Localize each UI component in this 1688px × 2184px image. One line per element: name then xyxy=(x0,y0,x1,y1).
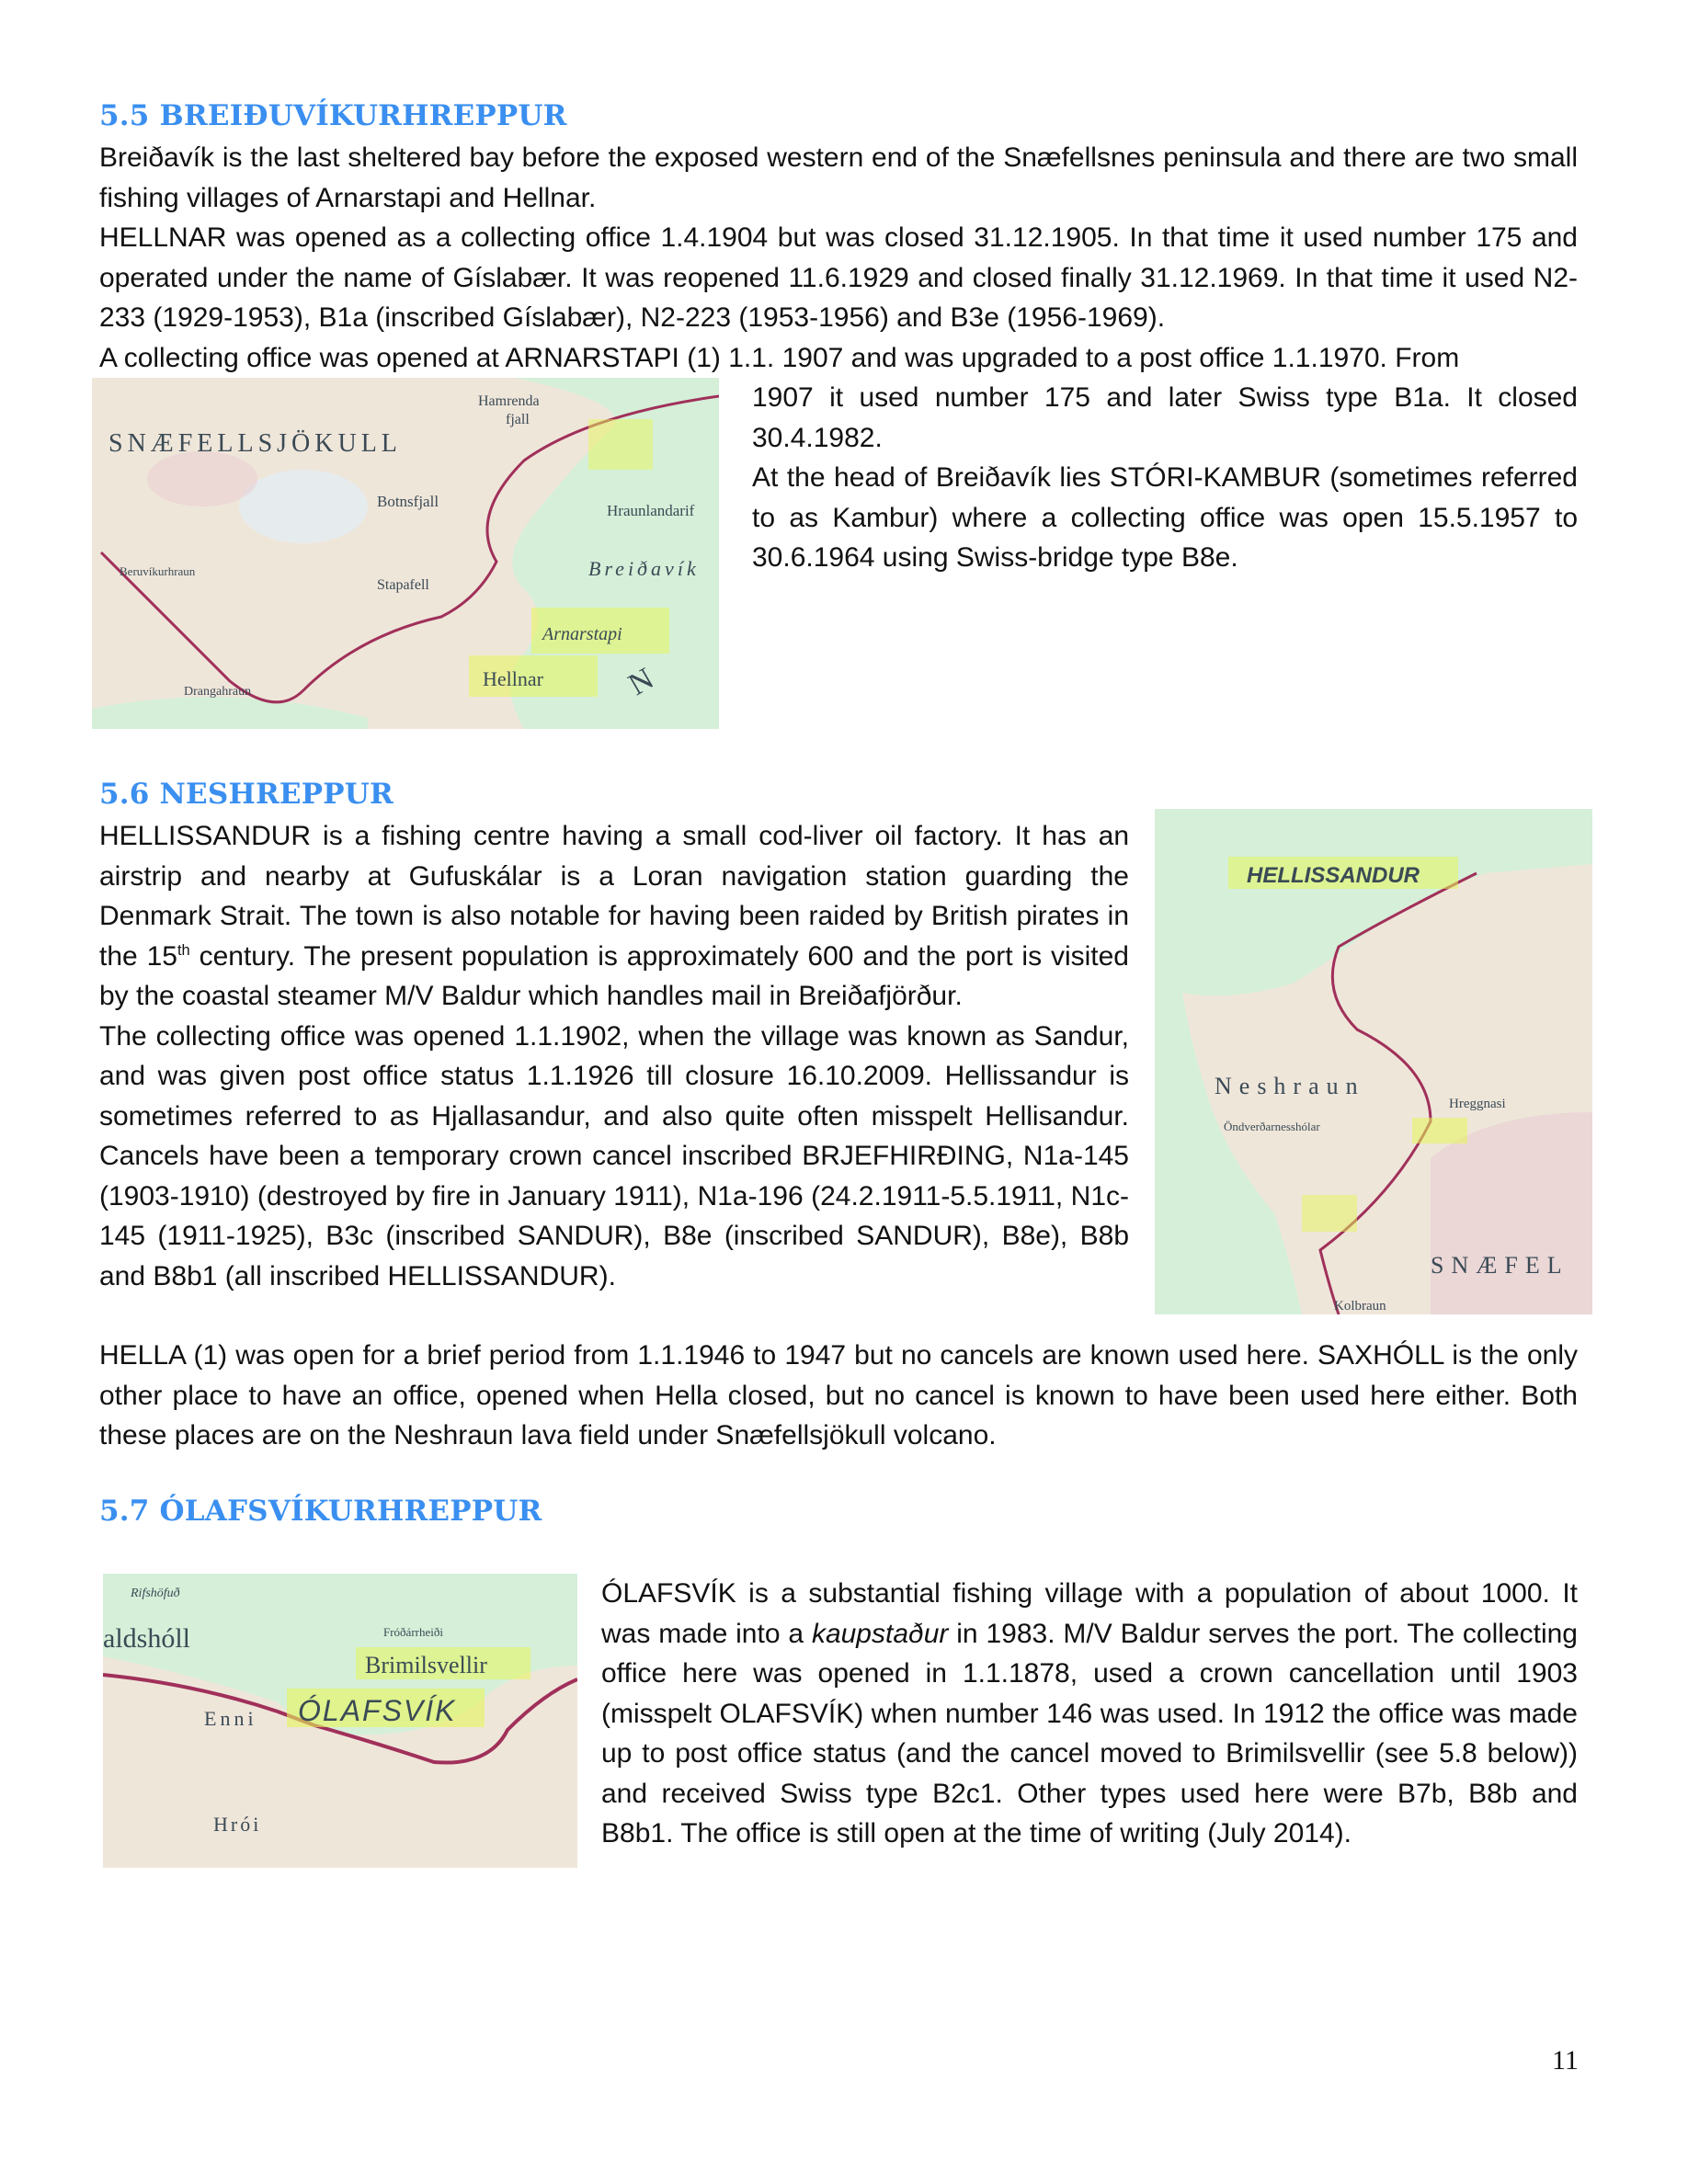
map-olafsvik xyxy=(103,1574,577,1868)
svg-text:Neshraun: Neshraun xyxy=(1215,1073,1365,1099)
map-image xyxy=(92,378,719,729)
map-image xyxy=(1155,809,1592,1314)
svg-text:N: N xyxy=(622,661,660,703)
section-heading-5-7: 5.7 ÓLAFSVÍKURHREPPUR xyxy=(99,1495,542,1528)
paragraph: A collecting office was opened at ARNARSTAPI (1) 1.1. 1907 and was upgraded to a post office 1.1.1970. From xyxy=(99,342,1460,373)
svg-text:Enni: Enni xyxy=(204,1707,257,1730)
svg-text:Arnarstapi: Arnarstapi xyxy=(542,624,622,644)
section-5-7-body xyxy=(601,1574,1578,1854)
svg-text:Hamrenda: Hamrenda xyxy=(478,393,540,409)
map-hellissandur xyxy=(1155,809,1592,1314)
section-5-5-side-text xyxy=(752,378,1578,578)
svg-text:Botnsfjall: Botnsfjall xyxy=(377,493,439,510)
paragraph: 1907 it used number 175 and later Swiss type B1a. It closed 30.4.1982. xyxy=(752,382,1578,453)
page-number: 11 xyxy=(1552,2045,1579,2076)
svg-text:fjall: fjall xyxy=(506,412,530,427)
svg-text:Hrói: Hrói xyxy=(213,1813,262,1836)
svg-text:Öndverðarnesshólar: Öndverðarnesshólar xyxy=(1224,1120,1320,1133)
svg-text:ÓLAFSVÍK: ÓLAFSVÍK xyxy=(298,1694,457,1727)
section-5-5-body xyxy=(99,138,1578,378)
svg-text:aldshóll: aldshóll xyxy=(103,1623,190,1654)
section-5-6-body xyxy=(99,816,1129,1296)
svg-text:Breiðavík: Breiðavík xyxy=(588,557,700,580)
paragraph: Breiðavík is the last sheltered bay before the exposed western end of the Snæfellsnes peninsula and there are two small fishing villages of Arnarstapi and Hellnar. xyxy=(99,142,1578,213)
svg-text:Rifshöfuð: Rifshöfuð xyxy=(131,1587,180,1600)
svg-text:Fróðárrheiði: Fróðárrheiði xyxy=(383,1625,443,1639)
section-heading-5-5: 5.5 BREIĐUVÍKURHREPPUR xyxy=(99,99,567,132)
map-breidavik xyxy=(92,378,719,729)
svg-text:HELLISSANDUR: HELLISSANDUR xyxy=(1247,863,1420,888)
svg-text:Beruvíkurhraun: Beruvíkurhraun xyxy=(120,564,196,578)
svg-text:Hellnar: Hellnar xyxy=(483,667,543,690)
svg-text:Brimilsvellir: Brimilsvellir xyxy=(365,1652,487,1678)
paragraph: HELLNAR was opened as a collecting office 1.4.1904 but was closed 31.12.1905. In that time it used number 175 and operated under the name of Gíslabær. It was reopened 11.6.1929 and closed finally 31.12.1969. In that time it used N2-233 (1929-1953), B1a (inscribed Gíslabær), N2-223 (1953-1956) and B3e (1956-1969). xyxy=(99,222,1578,333)
paragraph: HELLISSANDUR is a fishing centre having a small cod-liver oil factory. It has an airstrip and nearby at Gufuskálar is a Loran navigation station guarding the Denmark Strait. The town is also notable for having been raided by British pirates in the 15th century. The present population is approximately 600 and the port is visited by the coastal steamer M/V Baldur which handles mail in Breiðafjörður. xyxy=(99,821,1129,1011)
section-heading-5-6: 5.6 NESHREPPUR xyxy=(99,778,393,811)
svg-text:Kolbraun: Kolbraun xyxy=(1334,1299,1386,1314)
svg-text:SNÆFELLSJÖKULL: SNÆFELLSJÖKULL xyxy=(108,429,402,458)
map-image xyxy=(103,1574,577,1868)
svg-text:SNÆFEL: SNÆFEL xyxy=(1431,1252,1569,1279)
svg-text:Hraunlandarif: Hraunlandarif xyxy=(607,502,695,519)
paragraph: HELLA (1) was open for a brief period from 1.1.1946 to 1947 but no cancels are known used here. SAXHÓLL is the only other place to have an office, opened when Hella closed, but no cancel is known to have been used here either. Both these places are on the Neshraun lava field under Snæfellsjökull volcano. xyxy=(99,1340,1578,1450)
paragraph: The collecting office was opened 1.1.1902, when the village was known as Sandur, and was given post office status 1.1.1926 till closure 16.10.2009. Hellissandur is sometimes referred to as Hjallasandur, and also quite often misspelt Hellisandur. Cancels have been a temporary crown cancel inscribed BRJEFHIRĐING, N1a-145 (1903-1910) (destroyed by fire in January 1911), N1a-196 (24.2.1911-5.5.1911, N1c-145 (1911-1925), B3c (inscribed SANDUR), B8e (inscribed SANDUR), B8e), B8b and B8b1 (all inscribed HELLISSANDUR). xyxy=(99,1020,1129,1291)
svg-text:Hreggnasi: Hreggnasi xyxy=(1449,1097,1506,1111)
paragraph: ÓLAFSVÍK is a substantial fishing village with a population of about 1000. It was made into a kaupstaður in 1983. M/V Baldur serves the port. The collecting office here was opened in 1.1.1878, used a crown cancellation until 1903 (misspelt OLAFSVÍK) when number 146 was used. In 1912 the office was made up to post office status (and the cancel moved to Brimilsvellir (see 5.8 below)) and received Swiss type B2c1. Other types used here were B7b, B8b and B8b1. The office is still open at the time of writing (July 2014). xyxy=(601,1578,1578,1848)
paragraph: At the head of Breiðavík lies STÓRI-KAMBUR (sometimes referred to as Kambur) where a collecting office was open 15.5.1957 to 30.6.1964 using Swiss-bridge type B8e. xyxy=(752,462,1578,573)
svg-text:Stapafell: Stapafell xyxy=(377,577,429,593)
svg-text:Drangahraun: Drangahraun xyxy=(184,685,252,699)
section-5-6-continued xyxy=(99,1336,1578,1456)
